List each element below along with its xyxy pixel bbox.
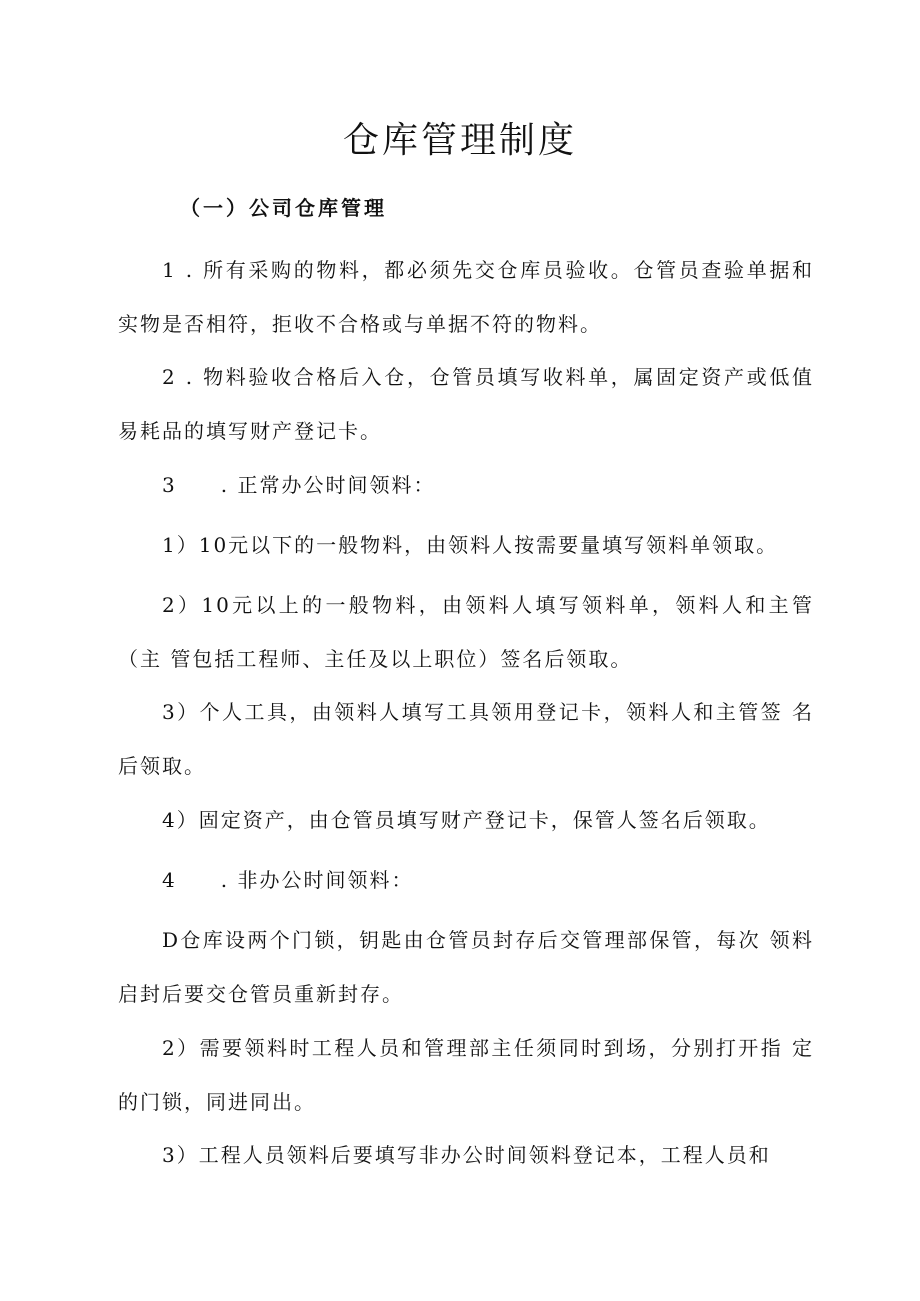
paragraph: 2 . 物料验收合格后入仓，仓管员填写收料单，属固定资产或低值 易耗品的填写财产登记卡。 [118, 365, 814, 443]
paragraph: 1 . 所有采购的物料，都必须先交仓库员验收。仓管员查验单据和 实物是否相符，拒收不合格或与单据不符的物料。 [118, 258, 814, 336]
paragraph: 4）固定资产，由仓管员填写财产登记卡，保管人签名后领取。 [162, 808, 771, 832]
paragraph: 2）需要领料时工程人员和管理部主任须同时到场，分别打开指 定的门锁，同进同出。 [118, 1036, 814, 1114]
section-heading: （一）公司仓库管理 [180, 196, 387, 220]
paragraph: 3 . 正常办公时间领料： [162, 473, 436, 497]
paragraph: 4 . 非办公时间领料： [162, 868, 414, 892]
paragraph: 1）10元以下的一般物料，由领料人按需要量填写领料单领取。 [162, 533, 779, 557]
paragraph: 3）个人工具，由领料人填写工具领用登记卡，领料人和主管签 名后领取。 [118, 700, 814, 778]
document-title: 仓库管理制度 [342, 120, 577, 161]
paragraph: D仓库设两个门锁，钥匙由仓管员封存后交管理部保管，每次 领料启封后要交仓管员重新封存。 [118, 928, 814, 1006]
paragraph: 2）10元以上的一般物料，由领料人填写领料单，领料人和主管 （主 管包括工程师、主任及以上职位）签名后领取。 [118, 593, 814, 671]
paragraph: 3）工程人员领料后要填写非办公时间领料登记本，工程人员和 [162, 1143, 771, 1167]
